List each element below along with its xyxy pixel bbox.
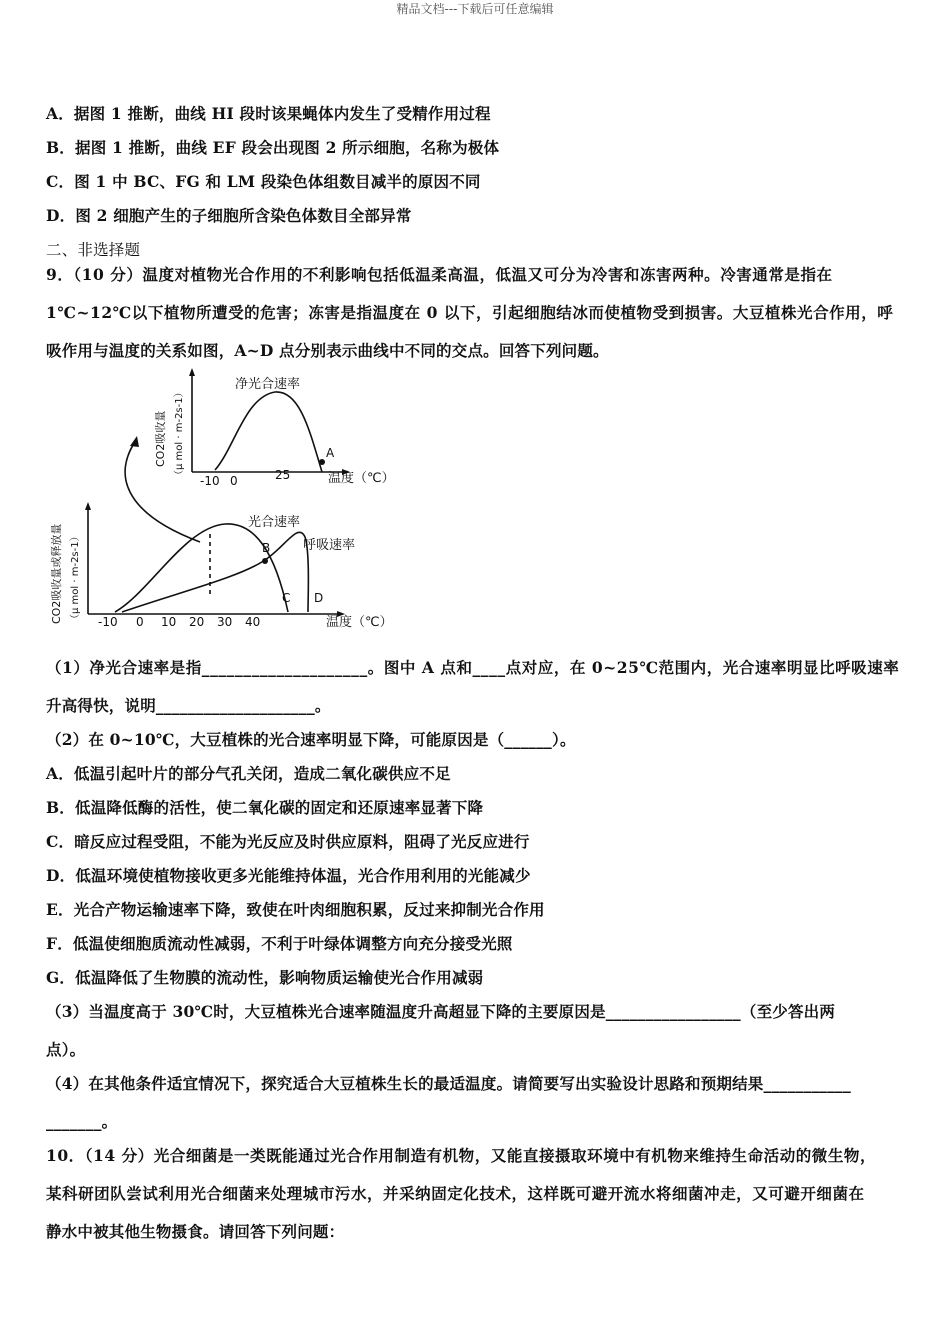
q9-part2: （2）在 0~10℃，大豆植株的光合速率明显下降，可能原因是（______）。 xyxy=(46,730,576,749)
q9-part3-b: 点）。 xyxy=(46,1040,86,1059)
q10-line-3: 静水中被其他生物摄食。请回答下列问题： xyxy=(46,1222,345,1241)
main-y-unit: （μ mol · m-2s-1） xyxy=(70,531,81,624)
q10-line-1: 10．（14 分）光合细菌是一类既能通过光合作用制造有机物，又能直接摄取环境中有机物来维持生命活动的微生物， xyxy=(46,1146,876,1165)
respiration-curve xyxy=(122,532,308,612)
option-a: A．据图 1 推断，曲线 HI 段时该果蝇体内发生了受精作用过程 xyxy=(46,104,491,123)
q9-option-b: B．低温降低酶的活性，使二氧化碳的固定和还原速率显著下降 xyxy=(46,798,484,817)
q9-line-1: 9．（10 分）温度对植物光合作用的不利影响包括低温柔高温，低温又可分为冷害和冻害两种。冷害通常是指在 xyxy=(46,265,833,284)
main-tick-10: 10 xyxy=(161,615,177,629)
inset-y-arrow xyxy=(189,368,195,376)
inset-series-label: 净光合速率 xyxy=(235,377,301,392)
inset-tick-0: 0 xyxy=(230,474,238,488)
main-tick-20: 20 xyxy=(189,615,205,629)
photosynthesis-curve xyxy=(115,524,291,612)
option-b: B．据图 1 推断，曲线 EF 段会出现图 2 所示细胞，名称为极体 xyxy=(46,138,500,157)
photosynthesis-label: 光合速率 xyxy=(248,515,301,530)
main-tick-40: 40 xyxy=(245,615,261,629)
inset-y-unit: （μ mol · m-2s-1） xyxy=(174,387,185,480)
main-x-label: 温度（℃） xyxy=(326,615,393,630)
point-b-label: B xyxy=(262,541,271,555)
connector-arrowhead xyxy=(130,436,139,447)
q9-option-e: E．光合产物运输速率下降，致使在叶肉细胞积累，反过来抑制光合作用 xyxy=(46,900,545,919)
main-tick-0: 0 xyxy=(136,615,144,629)
inset-tick-25: 25 xyxy=(275,468,291,482)
option-d: D．图 2 细胞产生的子细胞所含染色体数目全部异常 xyxy=(46,206,412,225)
inset-tick-neg10: -10 xyxy=(200,474,220,488)
q9-part1-a: （1）净光合速率是指____________________。图中 A 点和____点对应，在 0~25℃范围内，光合速率明显比呼吸速率 xyxy=(46,658,900,677)
point-b-marker xyxy=(262,558,268,564)
q9-option-c: C．暗反应过程受阻，不能为光反应及时供应原料，阻碍了光反应进行 xyxy=(46,832,530,851)
q9-line-3: 吸作用与温度的关系如图，A~D 点分别表示曲线中不同的交点。回答下列问题。 xyxy=(46,341,609,360)
main-y-label: CO2吸收量或释放量 xyxy=(50,523,63,624)
inset-x-label: 温度（℃） xyxy=(328,471,395,486)
point-d-label: D xyxy=(314,591,324,605)
q9-line-2: 1℃~12℃以下植物所遭受的危害；冻害是指温度在 0 以下，引起细胞结冰而使植物受到损害。大豆植株光合作用，呼 xyxy=(46,303,894,322)
main-y-arrow xyxy=(85,502,91,510)
section-heading: 二、非选择题 xyxy=(46,241,141,259)
option-c: C．图 1 中 BC、FG 和 LM 段染色体组数目减半的原因不同 xyxy=(46,172,481,191)
temperature-rate-figure xyxy=(40,362,420,642)
main-tick-neg10: -10 xyxy=(98,615,118,629)
net-photosynthesis-curve xyxy=(215,392,322,472)
q9-part3-a: （3）当温度高于 30℃时，大豆植株光合速率随温度升高超显下降的主要原因是_________________（至少答出两 xyxy=(46,1002,836,1021)
q9-option-g: G．低温降低了生物膜的流动性，影响物质运输使光合作用减弱 xyxy=(46,968,484,987)
point-c-label: C xyxy=(282,591,291,605)
point-a-label: A xyxy=(326,446,335,460)
main-tick-30: 30 xyxy=(217,615,233,629)
q9-option-a: A．低温引起叶片的部分气孔关闭，造成二氧化碳供应不足 xyxy=(46,764,451,783)
main-chart xyxy=(85,502,345,617)
point-a-marker xyxy=(319,459,325,465)
q9-part4-a: （4）在其他条件适宜情况下，探究适合大豆植株生长的最适温度。请简要写出实验设计思路和预期结果___________ xyxy=(46,1074,851,1093)
q9-option-f: F．低温使细胞质流动性减弱，不利于叶绿体调整方向充分接受光照 xyxy=(46,934,513,953)
respiration-label: 呼吸速率 xyxy=(303,538,356,553)
q9-option-d: D．低温环境使植物接收更多光能维持体温，光合作用利用的光能减少 xyxy=(46,866,531,885)
q9-part1-b: 升高得快，说明____________________。 xyxy=(46,696,331,715)
page-header: 精品文档---下载后可任意编辑 xyxy=(396,2,554,16)
q10-line-2: 某科研团队尝试利用光合细菌来处理城市污水，并采纳固定化技术，这样既可避开流水将细菌冲走，又可避开细菌在 xyxy=(46,1184,865,1203)
q9-part4-b: _______。 xyxy=(46,1112,118,1131)
inset-y-label: CO2吸收量 xyxy=(154,410,167,467)
